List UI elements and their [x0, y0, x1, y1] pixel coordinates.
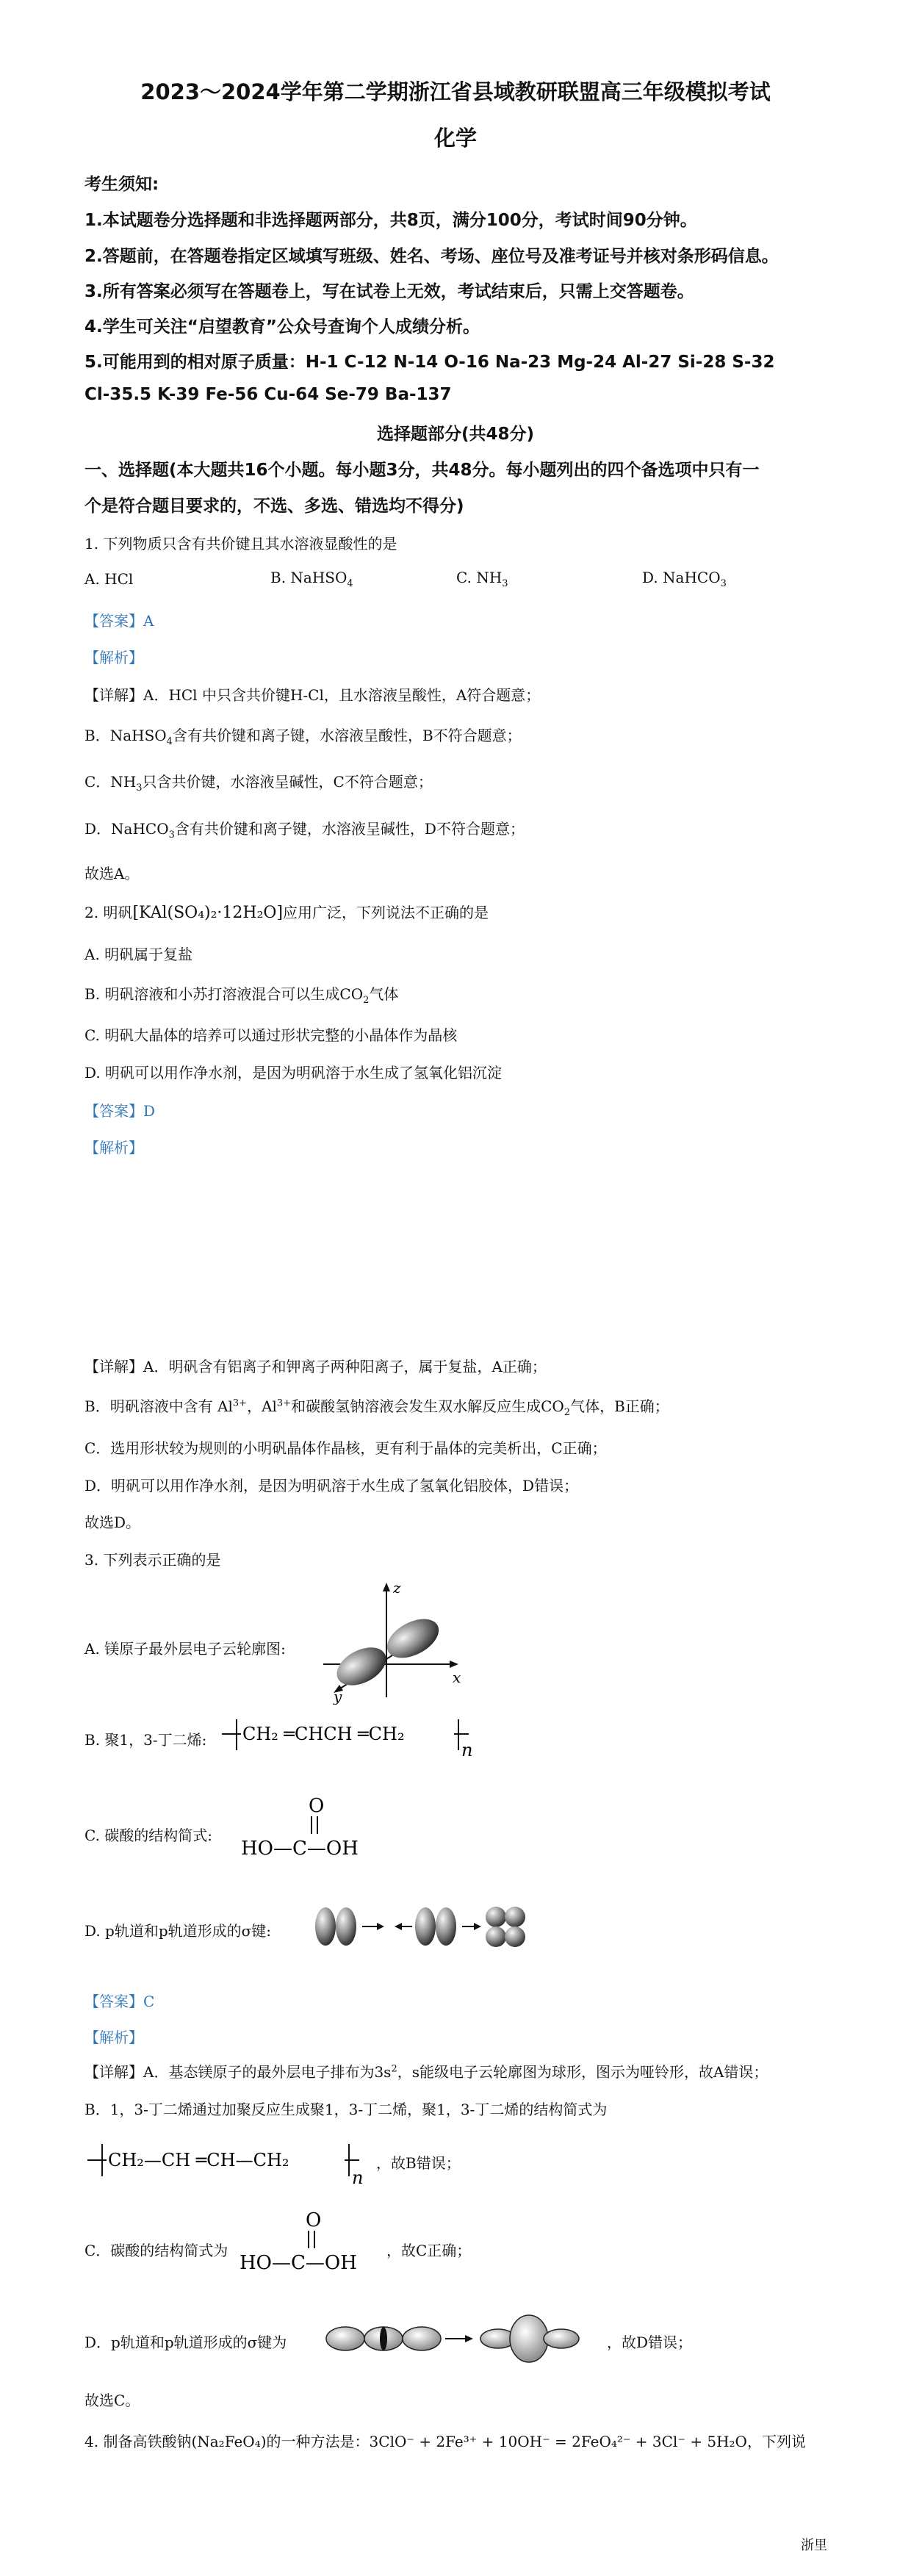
svg-text:CH₂—CH ═CH—CH₂: CH₂—CH ═CH—CH₂: [108, 2150, 289, 2170]
section-instruction-2: 个是符合题目要求的，不选、多选、错选均不得分): [84, 497, 464, 516]
q2-conclusion: 故选D。: [84, 1514, 141, 1531]
svg-text:O: O: [309, 1795, 325, 1817]
q2-option-c: C. 明矾大晶体的培养可以通过形状完整的小晶体作为晶核: [84, 1026, 458, 1044]
q2-option-d: D. 明矾可以用作净水剂，是因为明矾溶于水生成了氢氧化铝沉淀: [84, 1064, 503, 1082]
q3-analysis-label: 【解析】: [84, 2029, 143, 2046]
sigma-bond-diagram-d: [312, 1897, 547, 1956]
q3-detail-c-pre: C．碳酸的结构简式为: [84, 2242, 228, 2259]
q1-answer: 【答案】A: [84, 612, 154, 630]
q1-conclusion: 故选A。: [84, 865, 140, 882]
q3-detail-c-post: ，故C正确；: [386, 2242, 472, 2259]
section-instruction-1: 一、选择题(本大题共16个小题。每小题3分，共48分。每小题列出的四个备选项中只有一: [84, 461, 760, 480]
svg-text:HO—C—OH: HO—C—OH: [240, 2252, 357, 2274]
axis-z-label: z: [393, 1580, 401, 1597]
q2-stem: 2. 明矾[KAl(SO₄)₂·12H₂O]应用广泛，下列说法不正确的是: [84, 904, 489, 922]
q3-option-d: D. p轨道和p轨道形成的σ键:: [84, 1922, 272, 1940]
svg-text:n: n: [461, 1740, 473, 1756]
svg-text:n: n: [352, 2167, 364, 2188]
q1-option-d: D. NaHCO$_3$: [642, 569, 727, 589]
polybutadiene-formula-b: [219, 1712, 527, 1756]
ferrate-equation: 3ClO⁻ + 2Fe³⁺ + 10OH⁻ = 2FeO₄²⁻ + 3Cl⁻ + 5H₂O: [369, 2433, 747, 2450]
axis-y-label: y: [334, 1688, 342, 1705]
carbonic-acid-structure: [235, 1791, 397, 1865]
q2-answer: 【答案】D: [84, 1102, 156, 1120]
q2-detail-b: B．明矾溶液中含有 $Al^{3+}$，$Al^{3+}$和碳酸氢钠溶液会发生双水解反应生成$CO_2$气体，B正确；: [84, 1397, 669, 1418]
q1-detail-a: 【详解】A．HCl 中只含共价键H-Cl，且水溶液呈酸性，A符合题意；: [84, 686, 541, 704]
q2-analysis-label: 【解析】: [84, 1139, 143, 1156]
notice-item-5: 5.可能用到的相对原子质量：H-1 C-12 N-14 O-16 Na-23 Mg-24 Al-27 Si-28 S-32: [84, 353, 775, 372]
q3-answer: 【答案】C: [84, 1993, 155, 2010]
alum-formula: [KAl(SO₄)₂·12H₂O]: [132, 904, 284, 922]
q2-detail-c: C．选用形状较为规则的小明矾晶体作晶核，更有利于晶体的完美析出，C正确；: [84, 1439, 607, 1457]
q1-detail-c: C．$NH_3$只含共价键，水溶液呈碱性，C不符合题意；: [84, 773, 433, 794]
q4-stem: 4. 制备高铁酸钠(Na₂FeO₄)的一种方法是：3ClO⁻ + 2Fe³⁺ + 10OH⁻ = 2FeO₄²⁻ + 3Cl⁻ + 5H₂O，下列说: [84, 2433, 806, 2450]
notice-heading: 考生须知:: [84, 175, 159, 194]
sodium-ferrate-formula: Na₂FeO₄: [197, 2433, 261, 2450]
q1-analysis-label: 【解析】: [84, 649, 143, 666]
q1-option-c: C. $NH_3$: [456, 569, 508, 589]
z-arrow: [383, 1583, 390, 1591]
q2-option-a: A. 明矾属于复盐: [84, 946, 193, 963]
notice-item-6: Cl-35.5 K-39 Fe-56 Cu-64 Se-79 Ba-137: [84, 385, 452, 404]
svg-text:HO—C—OH: HO—C—OH: [241, 1838, 359, 1860]
carbonic-acid-structure-detail: [237, 2206, 391, 2279]
exam-title: 2023～2024学年第二学期浙江省县域教研联盟高三年级模拟考试: [140, 79, 771, 104]
q3-stem: 3. 下列表示正确的是: [84, 1551, 221, 1569]
sigma-bond-diagram-detail: [323, 2311, 602, 2367]
q3-detail-d-post: ，故D错误；: [607, 2334, 693, 2351]
notice-item-2: 2.答题前，在答题卷指定区域填写班级、姓名、考场、座位号及准考证号并核对条形码信息。: [84, 247, 779, 266]
q3-detail-a: 【详解】A．基态镁原子的最外层电子排布为$3s^2$，s能级电子云轮廓图为球形，图示为哑铃形，故A错误；: [84, 2063, 768, 2081]
notice-item-1: 1.本试题卷分选择题和非选择题两部分，共8页，满分100分，考试时间90分钟。: [84, 211, 697, 230]
q2-option-b: B. 明矾溶液和小苏打溶液混合可以生成$CO_2$气体: [84, 985, 399, 1006]
polybutadiene-formula-detail: [84, 2137, 371, 2188]
x-arrow: [450, 1661, 458, 1668]
q3-detail-b: B．1，3-丁二烯通过加聚反应生成聚1，3-丁二烯，聚1，3-丁二烯的结构简式为: [84, 2101, 608, 2118]
notice-item-3: 3.所有答案必须写在答题卷上，写在试卷上无效，考试结束后，只需上交答题卷。: [84, 282, 694, 301]
svg-text:O: O: [306, 2209, 322, 2231]
q2-detail-d: D．明矾可以用作净水剂，是因为明矾溶于水生成了氢氧化铝胶体，D错误；: [84, 1477, 579, 1494]
q2-detail-a: 【详解】A．明矾含有铝离子和钾离子两种阳离子，属于复盐，A正确；: [84, 1358, 547, 1375]
section-title: 选择题部分(共48分): [376, 425, 535, 444]
orbital-lobe-left: [331, 1640, 392, 1694]
axis-x-label: x: [453, 1669, 461, 1686]
q3-conclusion: 故选C。: [84, 2392, 140, 2409]
q3-option-a: A. 镁原子最外层电子云轮廓图:: [84, 1640, 286, 1658]
notice-item-4: 4.学生可关注“启望教育”公众号查询个人成绩分析。: [84, 317, 480, 337]
svg-text:CH₂ ═CHCH ═CH₂: CH₂ ═CHCH ═CH₂: [242, 1724, 405, 1744]
q3-detail-d-pre: D．p轨道和p轨道形成的σ键为: [84, 2334, 287, 2351]
q3-option-b: B. 聚1，3-丁二烯:: [84, 1731, 207, 1749]
q3-option-c: C. 碳酸的结构简式:: [84, 1827, 213, 1844]
q1-detail-d: D．NaHCO$_3$含有共价键和离子键，水溶液呈碱性，D不符合题意；: [84, 820, 525, 841]
q3-detail-b-conclusion: ，故B错误；: [376, 2154, 461, 2172]
q1-option-a: A. HCl: [84, 570, 134, 588]
footer-mark: 浙里: [801, 2538, 827, 2553]
p-orbital-diagram: [309, 1580, 470, 1705]
q1-option-b: B. NaHSO$_4$: [270, 569, 353, 589]
q1-detail-b: B．NaHSO$_4$含有共价键和离子键，水溶液呈酸性，B不符合题意；: [84, 727, 522, 747]
q1-stem: 1. 下列物质只含有共价键且其水溶液显酸性的是: [84, 535, 397, 553]
subject-title: 化学: [433, 126, 477, 151]
orbital-lobe-right: [381, 1611, 445, 1666]
